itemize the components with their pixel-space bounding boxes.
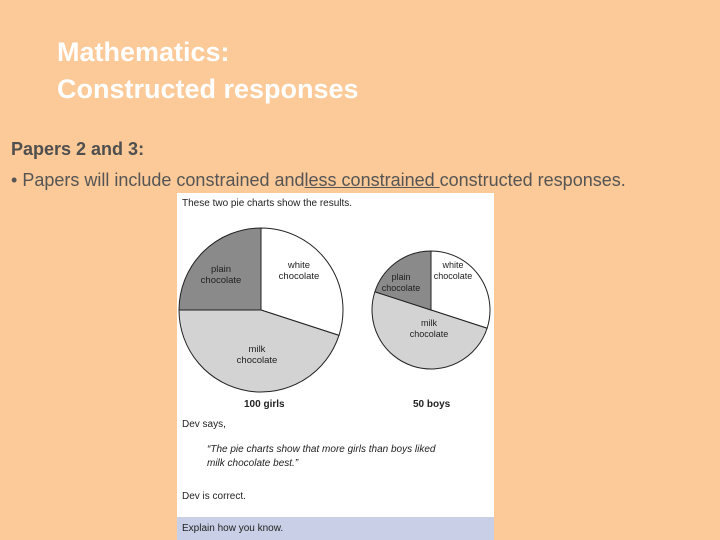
slide-title	[57, 34, 359, 108]
dev-says: Dev says,	[182, 419, 226, 430]
boys-caption: 50 boys	[413, 399, 451, 410]
pie-1-label-white-chocolate-line-2: chocolate	[433, 271, 473, 281]
pie-0-label-milk-chocolate-line-1: milk	[248, 344, 266, 355]
pie-charts	[177, 193, 494, 423]
term-less-constrained: less constrained	[304, 170, 440, 190]
dev-quote-line-2: milk chocolate best.”	[207, 458, 299, 469]
bullet-point	[11, 170, 626, 191]
pie-0-label-white-chocolate-line-2: chocolate	[278, 271, 320, 282]
exam-intro: These two pie charts show the results.	[182, 198, 353, 209]
papers-subheading: Papers 2 and 3:	[11, 139, 145, 159]
term-constrained: constrained	[176, 170, 270, 190]
pie-0-label-plain-chocolate-line-2: chocolate	[200, 275, 242, 286]
pie-0-label-white-chocolate-line-1: white	[287, 260, 311, 271]
pie-0-label-milk-chocolate-line-2: chocolate	[236, 355, 278, 366]
exam-question-image	[177, 193, 494, 540]
bullet-marker: •	[11, 170, 18, 190]
dev-is-correct: Dev is correct.	[182, 491, 246, 502]
pie-1-label-white-chocolate-line-1: white	[442, 260, 464, 270]
dev-quote-line-1: “The pie charts show that more girls than boys liked	[207, 444, 436, 455]
pie-1-label-plain-chocolate-line-1: plain	[391, 272, 411, 282]
pie-1-label-milk-chocolate-line-1: milk	[421, 318, 437, 328]
title-line-2: Constructed responses	[57, 74, 359, 104]
pie-1-label-plain-chocolate-line-2: chocolate	[381, 283, 421, 293]
explain-prompt: Explain how you know.	[177, 517, 494, 540]
pie-0-label-plain-chocolate-line-1: plain	[210, 264, 232, 275]
girls-caption: 100 girls	[244, 399, 285, 410]
title-line-1: Mathematics:	[57, 37, 230, 67]
bullet-text-and: and	[274, 170, 305, 190]
bullet-text-after: constructed responses.	[439, 170, 626, 190]
pie-1-label-milk-chocolate-line-2: chocolate	[409, 329, 449, 339]
bullet-text-before: Papers will include	[22, 170, 172, 190]
